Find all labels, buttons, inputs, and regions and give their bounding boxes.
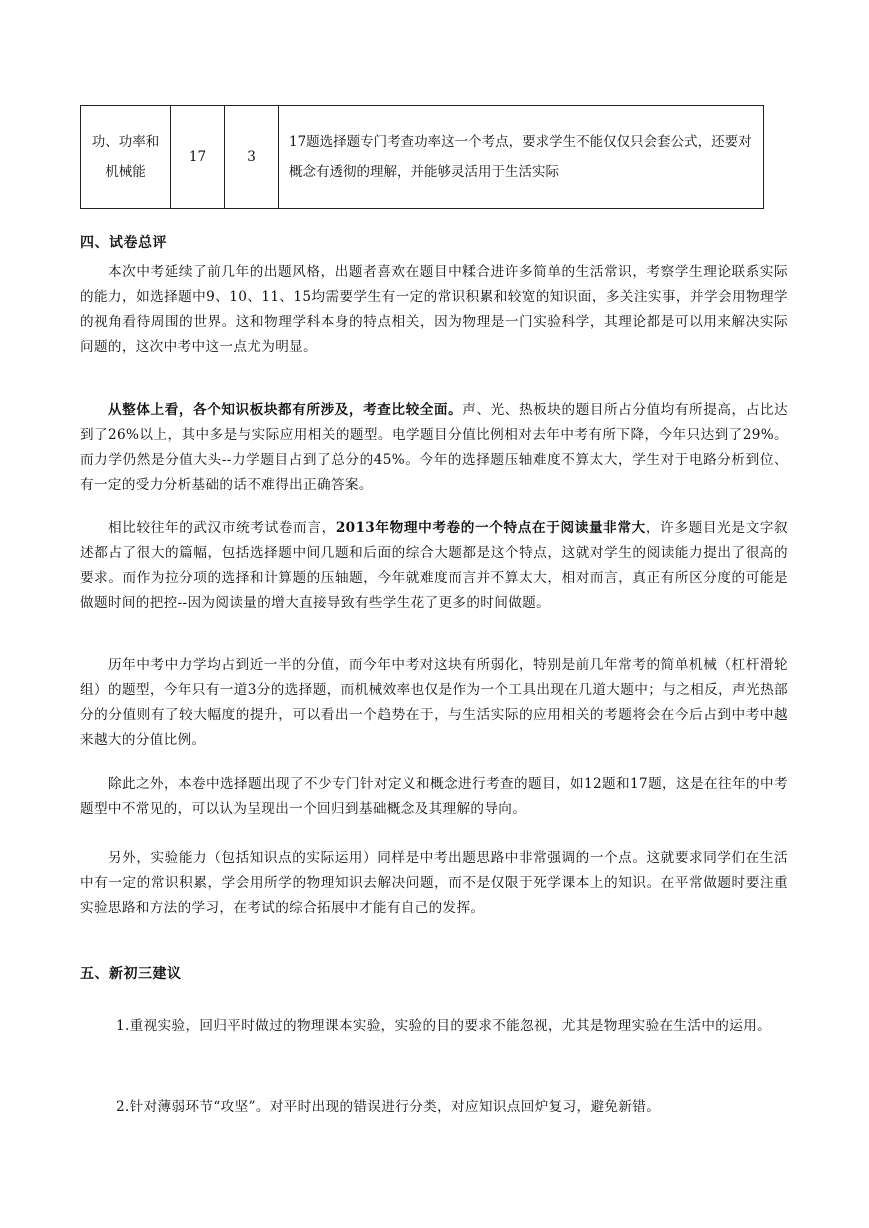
section-4-paragraph-6: 另外，实验能力（包括知识点的实际运用）同样是中考出题思路中非常强调的一个点。这就要求同学们在生活中有一定的常识积累，学会用所学的物理知识去解决问题，而不是仅限于死学课本上的知识。在平常做题时要注重实验思路和方法的学习，在考试的综合拓展中才能有自己的发挥。 [80, 850, 788, 916]
paragraph-text: 相比较往年的武汉市统考试卷而言， [108, 520, 336, 536]
suggestion-item-1: 1.重视实验，回归平时做过的物理课本实验，实验的目的要求不能忽视，尤其是物理实验在生活中的运用。 [116, 1018, 772, 1034]
description-cell: 17题选择题专门考查功率这一个考点，要求学生不能仅仅只会套公式，还要对概念有透彻的理解，并能够灵活用于生活实际 [279, 106, 764, 209]
section-4-heading: 四、试卷总评 [80, 235, 167, 251]
emphasis-text: 从整体上看，各个知识板块都有所涉及，考查比较全面。 [108, 402, 463, 418]
score-cell: 3 [225, 106, 279, 209]
section-4-paragraph-3 [80, 516, 788, 616]
section-4-paragraph-1: 本次中考延续了前几年的出题风格，出题者喜欢在题目中糅合进许多简单的生活常识，考察学生理论联系实际的能力，如选择题中9、10、11、15均需要学生有一定的常识积累和较宽的知识面，多关注实事，并学会用物理学的视角看待周围的世界。这和物理学科本身的特点相关，因为物理是一门实验科学，其理论都是可以用来解决实际问题的，这次中考中这一点尤为明显。 [80, 264, 788, 355]
section-4-paragraph-4: 历年中考中力学均占到近一半的分值，而今年中考对这块有所弱化，特别是前几年常考的简单机械（杠杆滑轮组）的题型，今年只有一道3分的选择题，而机械效率也仅是作为一个工具出现在几道大题中；与之相反，声光热部分的分值则有了较大幅度的提升，可以看出一个趋势在于，与生活实际的应用相关的考题将会在今后占到中考中越来越大的分值比例。 [80, 657, 788, 748]
section-4-paragraph-2 [80, 398, 788, 498]
topic-line-2: 机械能 [105, 164, 146, 180]
paragraph-text: ，许多题目光是文字叙述都占了很大的篇幅，包括选择题中间几题和后面的综合大题都是这个特点，这就对学生的阅读能力提出了很高的要求。而作为拉分项的选择和计算题的压轴题，今年就难度而言并不算太大，相对而言，真正有所区分度的可能是做题时间的把控--因为阅读量的增大直接导致有些学生花了更多的时间做题。 [80, 520, 788, 611]
topic-line-1: 功、功率和 [91, 134, 160, 150]
exam-analysis-table [80, 105, 764, 209]
paragraph-text: 声、光、热板块的题目所占分值均有所提高，占比达到了26%以上，其中多是与实际应用相关的题型。电学题目分值比例相对去年中考有所下降，今年只达到了29%。而力学仍然是分值大头--力学题目占到了总分的45%。今年的选择题压轴难度不算太大，学生对于电路分析到位、有一定的受力分析基础的话不难得出正确答案。 [80, 402, 788, 493]
table-row [81, 106, 764, 209]
suggestion-item-2: 2.针对薄弱环节“攻坚”。对平时出现的错误进行分类，对应知识点回炉复习，避免新错。 [116, 1099, 661, 1115]
section-5-heading: 五、新初三建议 [80, 966, 182, 982]
topic-cell [81, 106, 171, 209]
question-number-cell: 17 [171, 106, 225, 209]
section-4-paragraph-5: 除此之外，本卷中选择题出现了不少专门针对定义和概念进行考查的题目，如12题和17题，这是在往年的中考题型中不常见的，可以认为呈现出一个回归到基础概念及其理解的导向。 [80, 776, 788, 817]
emphasis-text: 2013年物理中考卷的一个特点在于阅读量非常大 [335, 520, 646, 536]
